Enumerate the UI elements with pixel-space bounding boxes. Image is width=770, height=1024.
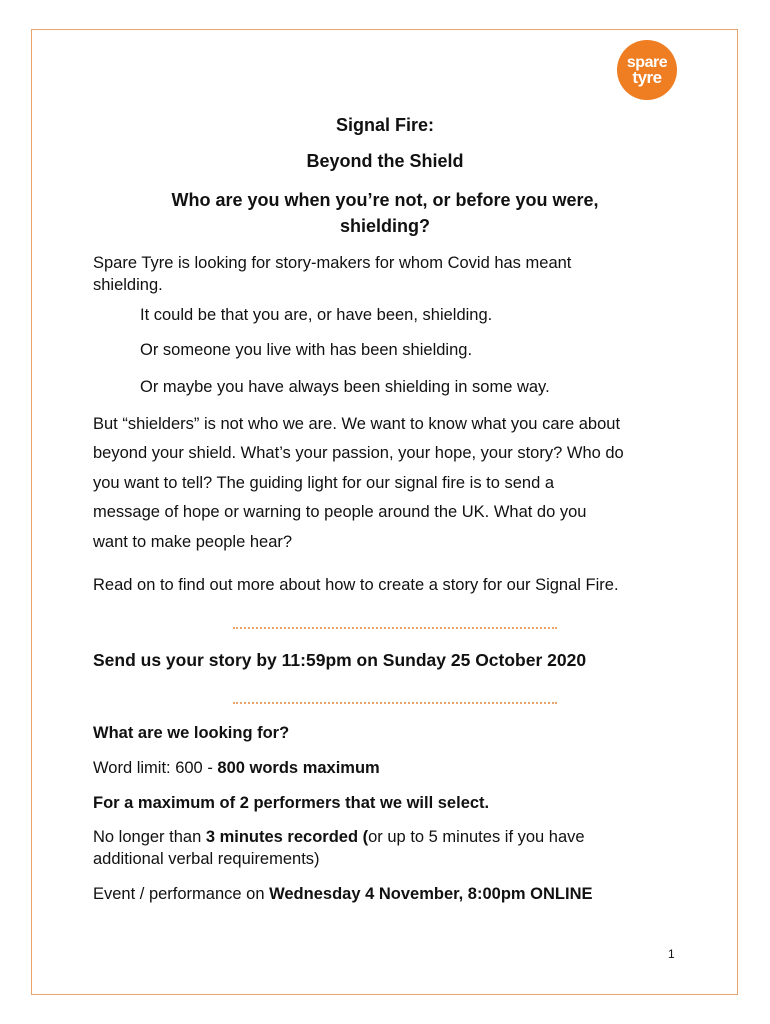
bullet-line: It could be that you are, or have been, shielding. [140,306,493,324]
dotted-divider [233,627,557,629]
read-on-text: Read on to find out more about how to create a story for our Signal Fire. [93,576,619,594]
looking-for-heading: What are we looking for? [93,724,290,742]
question-line-2: shielding? [340,216,430,236]
duration-bold: 3 minutes recorded ( [205,828,369,846]
body-line: you want to tell? The guiding light for our signal fire is to send a [93,474,555,492]
logo-line-2: tyre [632,68,662,87]
duration-prefix: No longer than [93,828,206,846]
title-line-1: Signal Fire: [335,115,434,135]
question-line-1: Who are you when you’re not, or before you were, [171,190,599,210]
body-line: want to make people hear? [93,533,293,551]
body-line: But “shielders” is not who we are. We want to know what you care about [93,415,621,433]
body-line: message of hope or warning to people around the UK. What do you [93,503,587,521]
intro-line-1: Spare Tyre is looking for story-makers for whom Covid has meant [93,254,572,272]
word-limit-label: Word limit: 600 - [93,759,218,777]
deadline-heading: Send us your story by 11:59pm on Sunday 25 October 2020 [93,650,587,670]
title-line-2: Beyond the Shield [306,151,464,171]
intro-line-2: shielding. [93,276,163,294]
word-limit-line [93,759,380,778]
event-details: Wednesday 4 November, 8:00pm ONLINE [269,885,593,903]
bullet-line: Or someone you live with has been shielding. [140,341,473,359]
page-number: 1 [668,947,675,961]
bullet-line: Or maybe you have always been shielding in some way. [140,378,550,396]
event-prefix: Event / performance on [93,885,270,903]
event-line [93,885,593,904]
duration-line-1 [93,828,585,847]
performers-line: For a maximum of 2 performers that we will select. [93,794,490,812]
dotted-divider [233,702,557,704]
word-limit-value: 800 words maximum [217,759,380,777]
duration-line-2: additional verbal requirements) [93,850,320,868]
spare-tyre-logo [617,40,677,100]
duration-suffix: or up to 5 minutes if you have [368,828,585,846]
body-line: beyond your shield. What’s your passion, your hope, your story? Who do [93,444,624,462]
logo-line-1: spare [626,54,668,71]
